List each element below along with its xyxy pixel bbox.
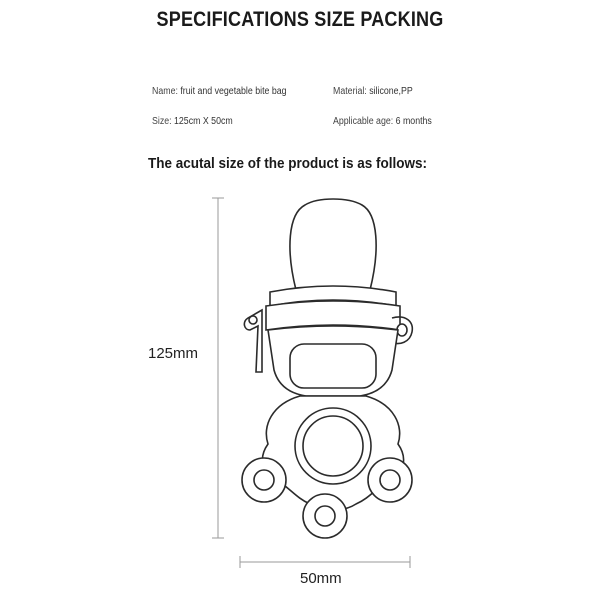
height-label: 125mm [148,345,199,362]
spec-age-value: 6 months [395,116,432,127]
spec-material-label: Material: [333,86,367,97]
height-dimension-line [212,198,224,538]
width-dimension-line [240,556,410,568]
teether-ring-inner [303,416,363,476]
spec-size-value: 125cm X 50cm [174,116,233,127]
page-title: SPECIFICATIONS SIZE PACKING [156,8,444,31]
spec-name-value: fruit and vegetable bite bag [180,86,287,97]
spec-name-label: Name: [152,86,178,97]
nipple-bulb [290,199,376,290]
spec-size-label: Size: [152,116,172,127]
spec-material-value: silicone,PP [369,86,413,97]
width-label: 50mm [300,570,342,587]
handle-window [290,344,376,388]
bite-bag-outline [242,199,412,538]
size-subtitle: The acutal size of the product is as follows: [148,155,428,172]
spec-age-label: Applicable age: [333,116,394,127]
